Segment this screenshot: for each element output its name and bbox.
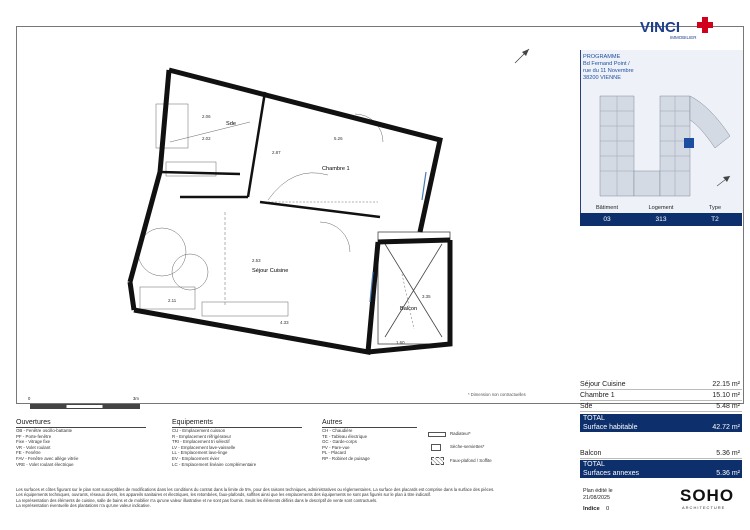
room-row	[580, 390, 742, 401]
legend-item: R - Emplacement réfrigérateur	[172, 433, 232, 439]
scale-start: 0	[28, 396, 31, 401]
legend-item: LC - Emplacement linéaire complémentaire	[172, 461, 257, 467]
legend-item: PV - Pare-vue	[322, 444, 350, 450]
total-value: 42.72 m²	[712, 424, 740, 431]
ceiling-icon	[431, 457, 444, 465]
label-sde: Sde	[226, 121, 236, 127]
plan-date: 21/08/2025	[583, 495, 610, 501]
legend-item: CU - Emplacement cuisson	[172, 428, 226, 433]
total-label: TOTAL	[583, 415, 605, 422]
legend-item: CH - Chaudière	[322, 428, 353, 433]
room-name: Séjour Cuisine	[580, 380, 626, 388]
dim-label: 4.33	[280, 320, 289, 325]
legend-title: Autres	[322, 419, 417, 428]
room-area: 5.48 m²	[716, 402, 740, 410]
legend-item: LV - Emplacement lave-vaisselle	[172, 444, 236, 450]
dim-note: * Dimension non contractuelles	[468, 392, 526, 397]
dim-label: 5.26	[334, 136, 343, 141]
scale-end: 3m	[133, 396, 139, 401]
room-row	[580, 401, 742, 412]
symbol-label: Sèche-serviettes*	[450, 444, 485, 449]
legend-item: VR - Volet roulant	[16, 444, 51, 450]
site-plan-thumbnail	[592, 76, 738, 200]
disclaimer-line: La représentation éventuelle des plantations n'a qu'une valeur indicative.	[16, 503, 151, 509]
total-habitable	[580, 414, 742, 432]
header-logement: Logement	[648, 205, 674, 211]
disclaimer	[16, 487, 576, 509]
legend-item: EV - Emplacement évier	[172, 455, 220, 461]
disclaimer-line: Les équipements techniques, ouvrants, réseaux divers, les appareils sanitaires et électriques, les retombées, faux-plafonds, soffites ainsi que les emplacements des équipements ne sont pas figurés sur le plan à titre indicatif.	[16, 492, 431, 498]
annex-row	[580, 448, 742, 459]
annex-area: 5.36 m²	[716, 449, 740, 457]
legend-autres	[322, 419, 417, 462]
value-type: T2	[711, 216, 719, 223]
program-title: PROGRAMME	[583, 54, 621, 60]
legend-title: Ouvertures	[16, 419, 146, 428]
soho-logo: SOHO	[680, 486, 735, 505]
brand-sub: IMMOBILIER	[670, 35, 697, 40]
header-batiment: Bâtiment	[595, 205, 619, 211]
disclaimer-line: Les surfaces et côtes figurant sur le plan sont susceptibles de modifications dans les conditions du contrat dans la limite de 5%, pour des raisons techniques, administratives ou réglementaires. La surface des placards est comprise dans la surface des pièces.	[16, 487, 495, 492]
radiator-icon	[428, 432, 446, 437]
annex-total-value: 5.36 m²	[716, 470, 740, 477]
dim-label: 2.11	[168, 298, 177, 303]
dim-label: 3.35	[422, 294, 431, 299]
annex-total-sublabel: Surfaces annexes	[583, 470, 640, 477]
soho-sub: ARCHITECTURE	[682, 505, 726, 510]
header-type: Type	[708, 205, 722, 211]
identity-table	[580, 203, 742, 226]
program-line-1: Bd Fernand Point /	[583, 61, 630, 67]
legend-ouvertures	[16, 419, 146, 467]
dim-label: 1.60	[396, 340, 405, 345]
legend-item: PF - Porte-fenêtre	[16, 433, 52, 439]
annex-total-label: TOTAL	[583, 461, 605, 468]
legend-item: FE - Fenêtre	[16, 450, 41, 456]
program-line-2: rue du 11 Novembre	[583, 68, 634, 74]
indice-label: Indice	[583, 506, 600, 512]
scale-bar	[30, 404, 140, 409]
legend-item: RP - Robinet de puisage	[322, 455, 370, 461]
legend-item: Fixe - Vitrage fixe	[16, 439, 51, 445]
legend-title: Equipements	[172, 419, 302, 428]
brand-name: VINCI	[640, 19, 681, 36]
north-arrow-icon	[512, 46, 532, 66]
dim-label: 2.06	[202, 114, 211, 119]
room-name: Sde	[580, 402, 593, 410]
dim-label: 2.02	[202, 136, 211, 141]
symbol-label: Radiateur*	[450, 431, 471, 436]
dim-label: 2.53	[252, 258, 261, 263]
room-name: Chambre 1	[580, 391, 615, 399]
legend-item: LL - Emplacement lave-linge	[172, 450, 228, 456]
legend-item: GC - Garde-corps	[322, 439, 357, 445]
room-area: 22.15 m²	[712, 380, 740, 388]
label-sejour: Séjour Cuisine	[252, 268, 289, 274]
total-annexes	[580, 460, 742, 478]
legend-item: OB - Fenêtre oscillo-battante	[16, 428, 73, 433]
floor-plan	[120, 62, 465, 367]
annex-name: Balcon	[580, 449, 602, 457]
legend-item: PL - Placard	[322, 450, 346, 456]
indice-value: 0	[606, 506, 610, 512]
value-logement: 313	[655, 216, 667, 223]
symbol-label: Faux-plafond / Soffite	[450, 458, 492, 463]
room-row	[580, 379, 742, 390]
legend-item: FAV - Fenêtre avec allège vitrée	[16, 455, 79, 461]
disclaimer-line: La représentation des éléments de cuisine, salle de bains et de mobilier n'a qu'une valeur illustrative et ne sont pas fournis. Seuls les éléments définis dans le descriptif de vente sont contractuels.	[16, 497, 378, 503]
label-chambre: Chambre 1	[322, 166, 350, 172]
legend-item: TE - Tableau électrique	[322, 433, 368, 439]
room-area: 15.10 m²	[712, 391, 740, 399]
dim-label: 2.87	[272, 150, 281, 155]
label-balcon: Balcon	[400, 306, 418, 312]
legend-equipements	[172, 419, 302, 467]
value-batiment: 03	[603, 216, 611, 223]
legend-item: VRE - Volet roulant électrique	[16, 461, 74, 467]
legend-item: TRI - Emplacement tri sélectif	[172, 439, 230, 445]
total-sublabel: Surface habitable	[583, 424, 638, 431]
vinci-logo	[640, 14, 740, 44]
program-line-3: 38200 VIENNE	[583, 75, 621, 81]
towel-dryer-icon	[431, 444, 441, 451]
highlighted-unit	[684, 138, 694, 148]
plan-date-label: Plan édité le	[583, 488, 613, 494]
